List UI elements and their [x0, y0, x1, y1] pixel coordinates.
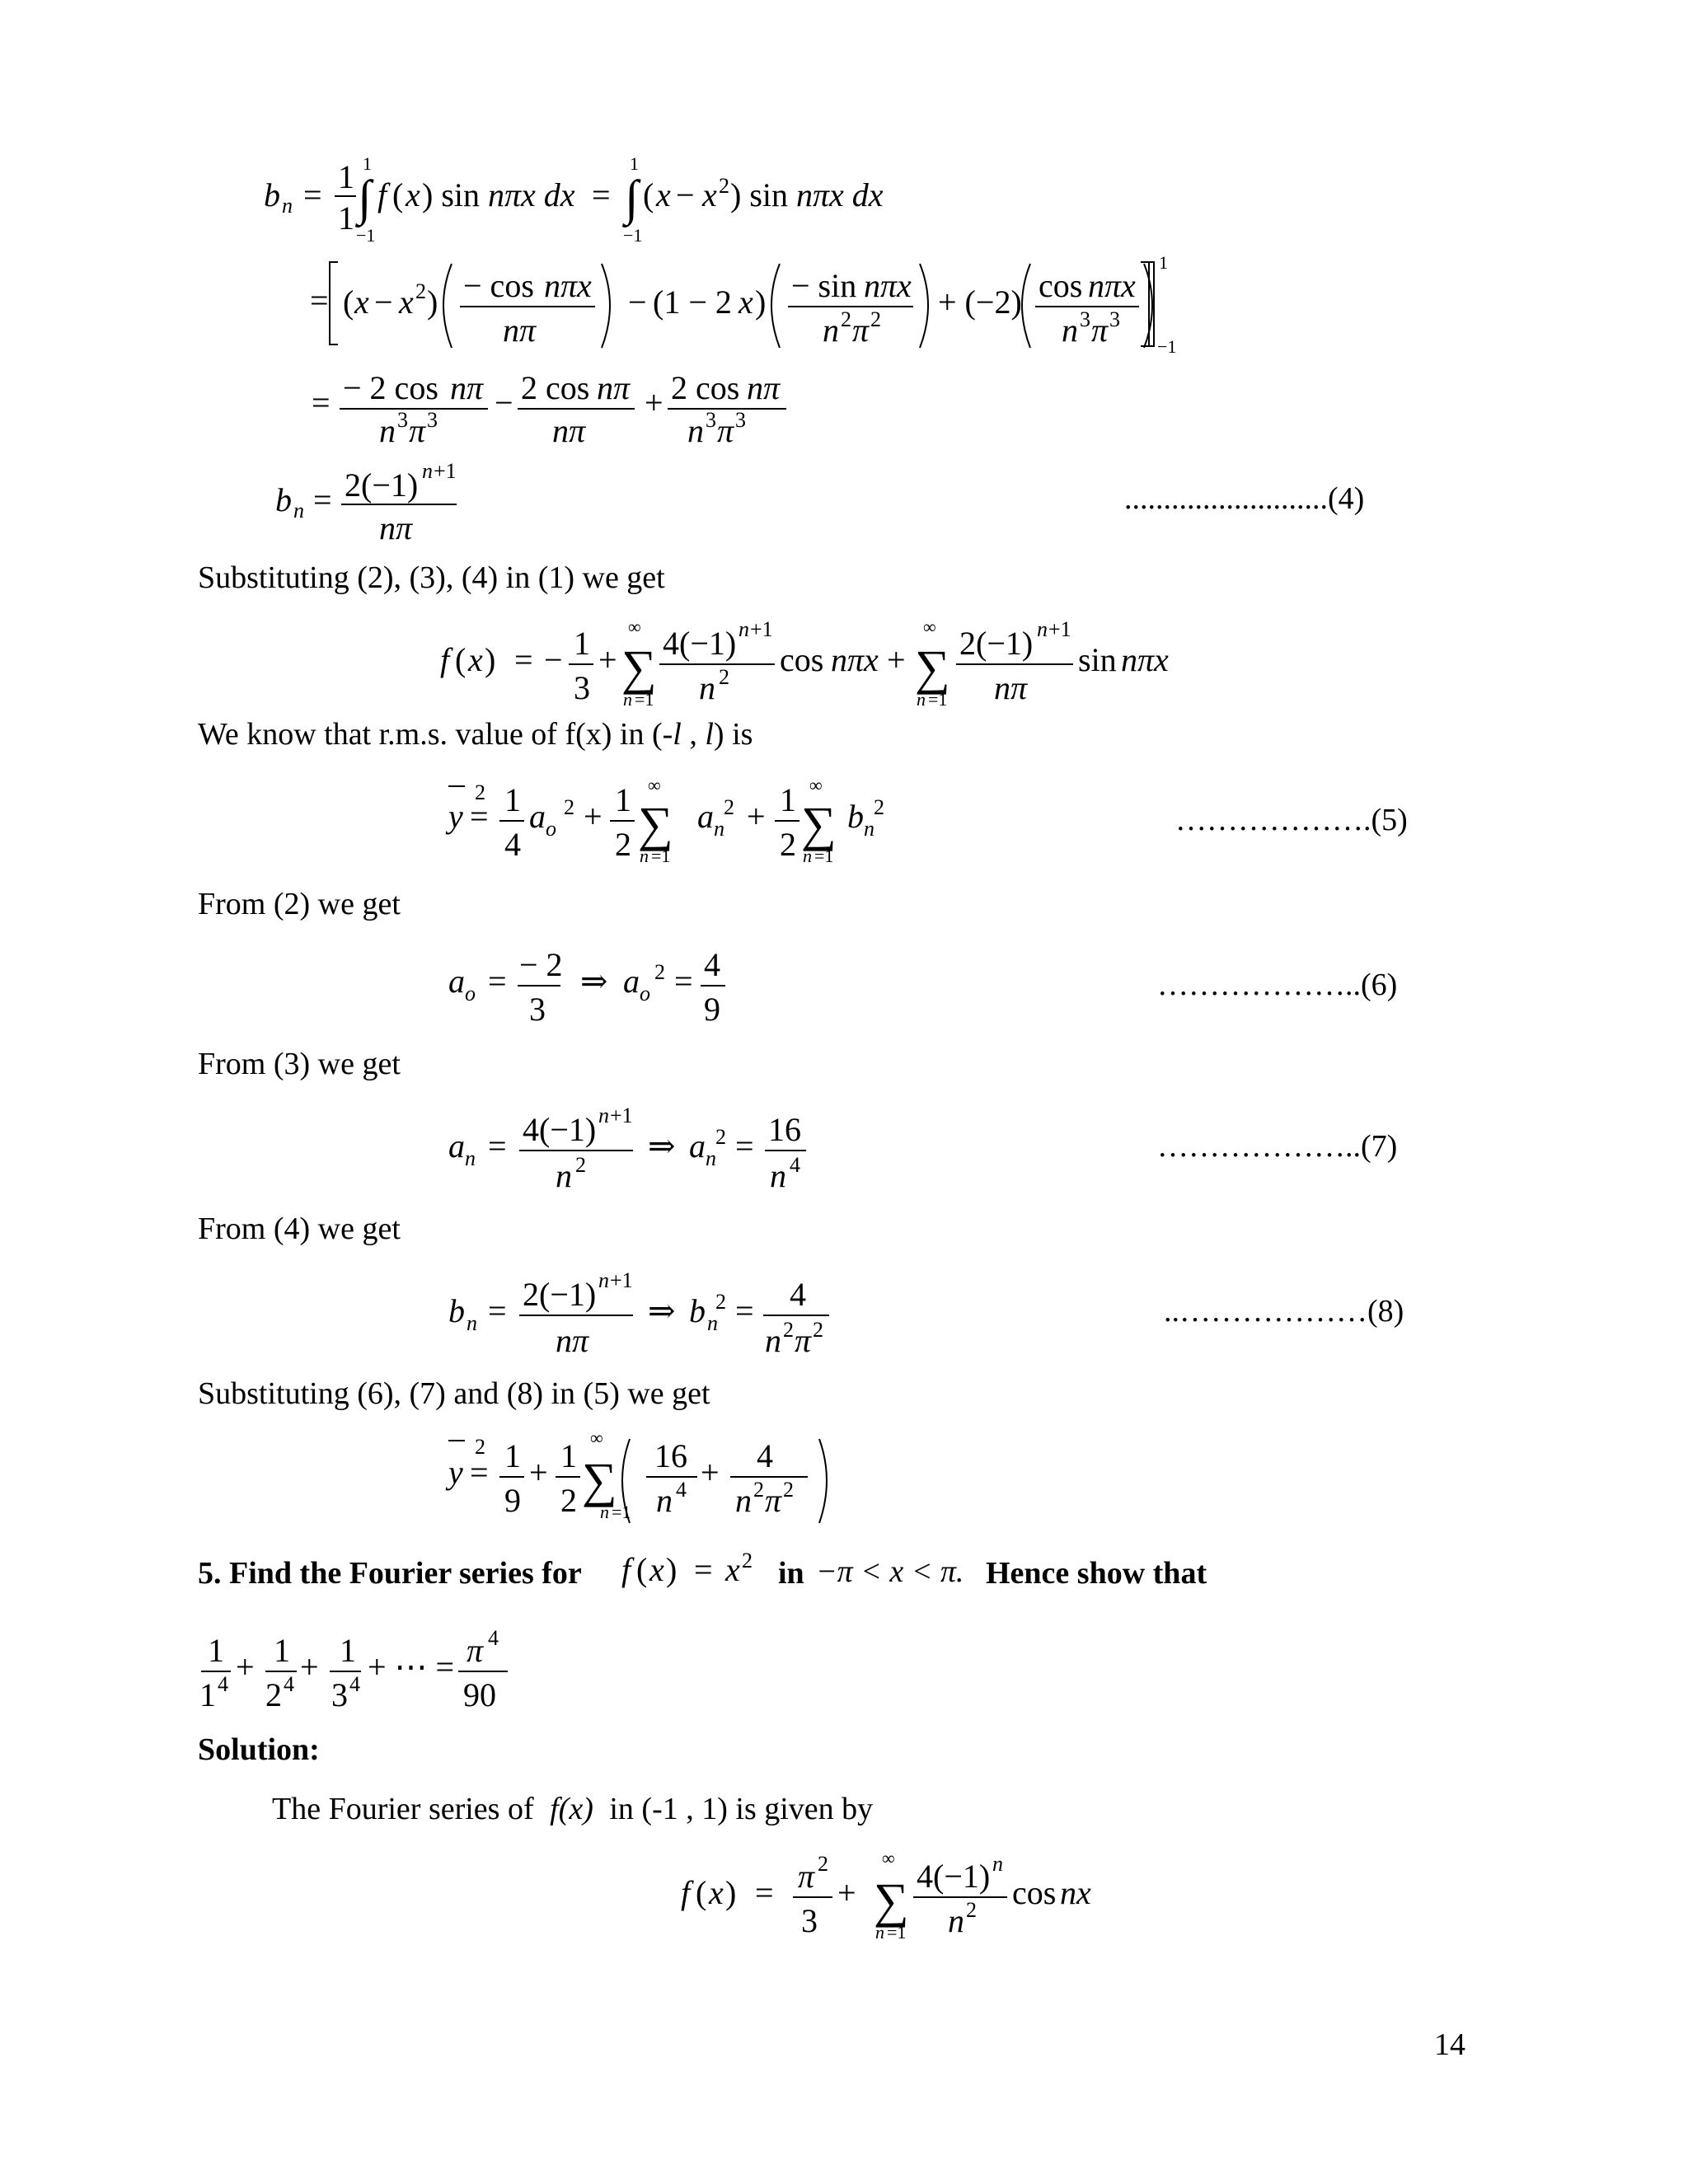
svg-text:π: π: [467, 1632, 484, 1669]
svg-text:f: f: [377, 176, 387, 213]
svg-text:2: 2: [783, 1478, 794, 1502]
svg-text:cos: cos: [780, 641, 824, 678]
svg-text:− sin: − sin: [791, 267, 857, 304]
equation-tag-4: ..........................(4): [1124, 481, 1365, 516]
equation-tag-8: ..………………(8): [1164, 1294, 1404, 1329]
eq-bn-result: [264, 453, 478, 544]
svg-text:∞: ∞: [882, 1848, 895, 1868]
svg-text:a: a: [448, 963, 465, 1000]
equation-tag-7: ………………..(7): [1157, 1129, 1398, 1164]
svg-text:1: 1: [560, 1437, 577, 1474]
svg-text:cos: cos: [1039, 267, 1083, 304]
svg-text:4: 4: [218, 1672, 228, 1696]
svg-text:nπx: nπx: [864, 267, 912, 304]
svg-text:−: −: [495, 384, 513, 421]
svg-text:=1: =1: [612, 1502, 631, 1522]
paragraph-fourier-series: The Fourier series of f(x) in (-1 , 1) is given by: [272, 1792, 874, 1826]
svg-text:2: 2: [870, 307, 881, 331]
eq-bn-parts: [305, 246, 1162, 361]
svg-text:3: 3: [427, 408, 438, 432]
svg-text:+ (−2): + (−2): [938, 284, 1022, 321]
svg-text:1: 1: [504, 781, 521, 818]
svg-text:+1: +1: [610, 1104, 633, 1127]
svg-text:x: x: [468, 641, 483, 678]
svg-text:4: 4: [349, 1672, 360, 1696]
svg-text:+: +: [887, 641, 906, 678]
svg-text:2: 2: [724, 795, 734, 819]
svg-text:nπ: nπ: [503, 312, 537, 349]
svg-text:1: 1: [274, 1632, 290, 1669]
svg-text:2: 2: [818, 1852, 828, 1876]
svg-text:n: n: [598, 1268, 609, 1292]
svg-text:π: π: [765, 1482, 782, 1519]
equation-tag-6: ………………..(6): [1157, 968, 1398, 1002]
svg-text:=1: =1: [635, 689, 654, 710]
svg-text:=: =: [470, 1454, 489, 1491]
svg-text:nπx: nπx: [544, 267, 592, 304]
svg-text:−1: −1: [623, 225, 643, 246]
svg-text:−1: −1: [356, 225, 376, 246]
svg-text:− 2 cos: − 2 cos: [343, 369, 438, 406]
svg-text:9: 9: [504, 1482, 521, 1519]
svg-text:∑: ∑: [915, 640, 950, 695]
svg-text:∑: ∑: [801, 797, 837, 851]
svg-text:nπx dx: nπx dx: [796, 176, 884, 213]
svg-text:π: π: [798, 1858, 815, 1895]
svg-text:3: 3: [529, 991, 546, 1028]
svg-text:∫: ∫: [625, 171, 639, 225]
svg-text:π: π: [1091, 312, 1109, 349]
svg-text:∞: ∞: [923, 616, 936, 637]
svg-text:− 2: − 2: [519, 946, 563, 983]
solution-label: Solution:: [198, 1732, 320, 1767]
svg-text:=: =: [470, 798, 489, 835]
svg-text:+1: +1: [750, 617, 773, 641]
svg-text:n: n: [735, 1482, 752, 1519]
svg-text:=: =: [514, 641, 533, 678]
svg-text:1: 1: [780, 781, 796, 818]
svg-text:n: n: [948, 1902, 964, 1939]
svg-text:(: (: [343, 284, 354, 321]
svg-text:n: n: [803, 846, 812, 866]
paragraph-substituting-678: Substituting (6), (7) and (8) in (5) we get: [198, 1376, 710, 1411]
svg-text:=: =: [312, 384, 331, 421]
svg-text:2: 2: [719, 665, 729, 689]
svg-text:∞: ∞: [590, 1427, 603, 1448]
svg-text:): ): [427, 284, 438, 321]
svg-text:=1: =1: [928, 689, 948, 710]
svg-text:b: b: [275, 481, 292, 518]
svg-text:=: =: [755, 1874, 774, 1911]
svg-text:=1: =1: [814, 846, 834, 866]
svg-text:1: 1: [1159, 252, 1168, 273]
svg-text:a: a: [623, 963, 640, 1000]
svg-text:+: +: [584, 798, 603, 835]
svg-text:n: n: [875, 1922, 884, 1943]
svg-text:n: n: [917, 689, 926, 710]
svg-text:n: n: [706, 1146, 716, 1170]
svg-text:2: 2: [475, 1435, 485, 1459]
svg-text:4: 4: [676, 1478, 687, 1502]
svg-text:nπ: nπ: [379, 509, 413, 546]
svg-text:2(−1): 2(−1): [345, 466, 419, 504]
svg-text:1: 1: [615, 781, 631, 818]
svg-text:4: 4: [704, 946, 720, 983]
eq-bn-definition: [256, 147, 898, 246]
svg-text:2: 2: [415, 279, 426, 303]
svg-text:=: =: [674, 963, 693, 1000]
svg-text:4(−1): 4(−1): [523, 1111, 597, 1148]
svg-text:nπx: nπx: [831, 641, 879, 678]
eq-fourier-series: [437, 616, 1179, 715]
svg-text:1: 1: [199, 1676, 216, 1713]
svg-text:n: n: [598, 1104, 609, 1127]
svg-text:n: n: [465, 1146, 476, 1170]
svg-text:− cos: − cos: [463, 267, 534, 304]
svg-text:=: =: [303, 176, 322, 213]
svg-text:n: n: [1062, 312, 1078, 349]
svg-text:⇒: ⇒: [648, 1127, 676, 1165]
svg-text:nπ: nπ: [994, 669, 1028, 706]
svg-text:2: 2: [575, 1153, 586, 1177]
svg-text:∑: ∑: [582, 1453, 617, 1507]
svg-text:90: 90: [463, 1676, 496, 1713]
svg-text:b: b: [448, 1292, 465, 1329]
svg-text:nπ: nπ: [556, 1322, 589, 1359]
svg-text:π: π: [717, 412, 734, 449]
question-5-lead: 5. Find the Fourier series for: [198, 1556, 582, 1591]
svg-text:1: 1: [340, 1632, 356, 1669]
svg-text:+1: +1: [610, 1268, 633, 1292]
svg-text:(: (: [455, 641, 467, 678]
svg-text:2: 2: [783, 1318, 794, 1342]
svg-text:x: x: [709, 1874, 724, 1911]
svg-text:2: 2: [564, 795, 574, 819]
svg-text:o: o: [640, 982, 650, 1005]
svg-text:b: b: [264, 176, 280, 213]
svg-text:2(−1): 2(−1): [523, 1276, 597, 1313]
eq-rms-formula: [429, 775, 940, 874]
svg-text:1: 1: [504, 1437, 521, 1474]
svg-text:n: n: [823, 312, 839, 349]
svg-text:9: 9: [704, 991, 720, 1028]
svg-text:+: +: [701, 1454, 720, 1491]
svg-text:=: =: [488, 1127, 507, 1165]
svg-text:=: =: [735, 1127, 754, 1165]
svg-text:2: 2: [780, 826, 796, 863]
svg-text:x: x: [406, 176, 420, 213]
svg-text:1: 1: [208, 1632, 224, 1669]
svg-text:2: 2: [560, 1482, 577, 1519]
svg-text:⇒: ⇒: [580, 963, 608, 1000]
svg-text:2: 2: [753, 1478, 764, 1502]
equation-tag-5: ……………….(5): [1175, 803, 1408, 837]
svg-text:a: a: [529, 798, 546, 835]
eq-q5-fx: [618, 1541, 767, 1599]
svg-text:x: x: [354, 284, 369, 321]
svg-text:2: 2: [615, 826, 631, 863]
svg-text:=: =: [735, 1292, 754, 1329]
eq-bn-substituted: [305, 363, 799, 453]
svg-text:x: x: [399, 284, 414, 321]
svg-text:−: −: [628, 284, 647, 321]
svg-text:16: 16: [768, 1111, 801, 1148]
svg-text:cos: cos: [1012, 1874, 1057, 1911]
svg-text:) sin: ) sin: [422, 176, 480, 213]
svg-text:π: π: [409, 412, 426, 449]
svg-text:−1: −1: [1157, 336, 1177, 357]
svg-text:y: y: [448, 1454, 463, 1491]
svg-text:(: (: [696, 1874, 707, 1911]
svg-text:a: a: [689, 1127, 706, 1165]
svg-text:3: 3: [1109, 307, 1120, 331]
svg-text:n: n: [699, 669, 715, 706]
svg-text:x: x: [649, 1551, 664, 1588]
svg-text:+: +: [529, 1454, 548, 1491]
svg-text:(: (: [643, 176, 654, 213]
svg-text:(1 − 2: (1 − 2: [653, 284, 732, 321]
svg-text:=: =: [310, 282, 329, 319]
svg-text:x: x: [702, 176, 717, 213]
eq-bn-parts-bracket: [1129, 247, 1195, 363]
svg-text:2(−1): 2(−1): [959, 625, 1034, 662]
svg-text:2: 2: [715, 1290, 726, 1314]
svg-text:+: +: [598, 641, 617, 678]
svg-text:n: n: [1037, 617, 1048, 641]
svg-text:π: π: [852, 312, 870, 349]
question-5-hence: Hence show that: [986, 1556, 1207, 1591]
svg-text:∞: ∞: [809, 775, 823, 795]
svg-text:n: n: [864, 817, 874, 841]
svg-text:2: 2: [475, 780, 485, 804]
svg-text:+: +: [747, 798, 766, 835]
svg-text:4(−1): 4(−1): [917, 1858, 991, 1895]
svg-text:∞: ∞: [648, 775, 661, 795]
svg-text:+: +: [645, 384, 663, 421]
svg-text:4: 4: [790, 1153, 800, 1177]
svg-text:+1: +1: [1048, 617, 1071, 641]
svg-text:4: 4: [504, 826, 521, 863]
paragraph-from-4: From (4) we get: [198, 1212, 401, 1246]
svg-text:n: n: [707, 1311, 718, 1335]
svg-text:) sin: ) sin: [730, 176, 788, 213]
svg-text:=1: =1: [887, 1922, 907, 1943]
svg-text:−: −: [374, 284, 393, 321]
svg-text:∑: ∑: [874, 1873, 909, 1928]
svg-text:+: +: [837, 1874, 856, 1911]
eq-final-series: [676, 1846, 1104, 1945]
svg-text:b: b: [847, 798, 864, 835]
svg-text:=: =: [313, 481, 332, 518]
svg-text:b: b: [689, 1292, 706, 1329]
svg-text:4: 4: [757, 1437, 773, 1474]
svg-text:−: −: [544, 641, 563, 678]
svg-text:1: 1: [574, 625, 590, 662]
svg-text:2: 2: [654, 960, 665, 984]
question-5-range: −π < x < π.: [816, 1554, 964, 1589]
svg-text:1: 1: [338, 199, 354, 237]
svg-text:n: n: [738, 617, 749, 641]
svg-text:y: y: [448, 798, 463, 835]
svg-text:f: f: [681, 1874, 691, 1911]
svg-text:+1: +1: [434, 459, 457, 483]
svg-text:2: 2: [742, 1549, 753, 1572]
svg-text:4: 4: [284, 1672, 294, 1696]
svg-text:n: n: [282, 194, 293, 218]
svg-text:1: 1: [363, 153, 372, 174]
eq-zeta4: [195, 1622, 541, 1721]
svg-text:3: 3: [397, 408, 408, 432]
eq-rms-final: [429, 1426, 857, 1525]
svg-text:2: 2: [813, 1318, 823, 1342]
svg-text:∫: ∫: [358, 171, 372, 225]
eq-a0: [437, 938, 750, 1029]
svg-text:n: n: [600, 1502, 609, 1522]
svg-text:n: n: [656, 1482, 673, 1519]
svg-text:⇒: ⇒: [648, 1292, 676, 1329]
svg-text:o: o: [465, 982, 476, 1005]
svg-text:4: 4: [488, 1626, 499, 1650]
svg-text:16: 16: [654, 1437, 687, 1474]
eq-bn-squared: [437, 1263, 849, 1361]
svg-text:=: =: [592, 176, 611, 213]
svg-text:(: (: [636, 1551, 648, 1588]
svg-text:2: 2: [715, 1125, 726, 1149]
svg-text:4: 4: [790, 1276, 806, 1313]
svg-text:π: π: [795, 1322, 812, 1359]
svg-text:2: 2: [719, 174, 729, 198]
svg-text:nx: nx: [1060, 1874, 1091, 1911]
svg-text:2: 2: [966, 1898, 977, 1922]
svg-text:nπ: nπ: [747, 369, 781, 406]
svg-text:∞: ∞: [628, 616, 641, 637]
svg-text:3: 3: [331, 1676, 348, 1713]
svg-text:n: n: [687, 412, 704, 449]
svg-text:3: 3: [1080, 307, 1090, 331]
svg-text:n: n: [714, 817, 724, 841]
svg-text:=1: =1: [651, 846, 671, 866]
svg-text:): ): [485, 641, 496, 678]
svg-text:4(−1): 4(−1): [663, 625, 737, 662]
svg-text:x: x: [656, 176, 671, 213]
svg-text:=: =: [488, 1292, 507, 1329]
svg-text:2 cos: 2 cos: [671, 369, 740, 406]
svg-text:n: n: [992, 1852, 1003, 1876]
svg-text:f: f: [440, 641, 450, 678]
svg-text:nπ: nπ: [450, 369, 484, 406]
svg-text:1: 1: [630, 153, 639, 174]
svg-text:nπ: nπ: [597, 369, 631, 406]
svg-text:∑: ∑: [638, 797, 673, 851]
paragraph-substituting-234: Substituting (2), (3), (4) in (1) we get: [198, 560, 665, 595]
svg-text:): ): [755, 284, 767, 321]
svg-text:3: 3: [706, 408, 716, 432]
svg-text:1: 1: [338, 158, 354, 195]
svg-text:): ): [666, 1551, 678, 1588]
svg-text:n: n: [379, 412, 396, 449]
page-number: 14: [1434, 2027, 1465, 2062]
svg-text:n: n: [640, 846, 649, 866]
paragraph-from-3: From (3) we get: [198, 1047, 401, 1081]
svg-text:3: 3: [801, 1902, 818, 1939]
svg-text:sin: sin: [1078, 641, 1117, 678]
svg-text:2 cos: 2 cos: [521, 369, 590, 406]
svg-text:n: n: [422, 459, 433, 483]
svg-text:+: +: [300, 1648, 319, 1685]
svg-text:a: a: [697, 798, 714, 835]
svg-text:3: 3: [735, 408, 746, 432]
svg-text:3: 3: [574, 669, 590, 706]
svg-text:x: x: [725, 1551, 740, 1588]
svg-text:+: +: [236, 1648, 255, 1685]
svg-text:2: 2: [841, 307, 851, 331]
svg-text:=: =: [488, 963, 507, 1000]
svg-text:n: n: [293, 499, 304, 523]
svg-text:∑: ∑: [621, 640, 657, 695]
paragraph-from-2: From (2) we get: [198, 887, 401, 921]
svg-text:o: o: [546, 817, 556, 841]
eq-an: [437, 1098, 816, 1197]
svg-text:n: n: [556, 1157, 572, 1194]
svg-text:nπx: nπx: [1088, 267, 1136, 304]
svg-text:n: n: [770, 1157, 786, 1194]
svg-text:f: f: [621, 1551, 631, 1588]
svg-text:−: −: [676, 176, 695, 213]
svg-text:+ ⋯ =: + ⋯ =: [368, 1648, 455, 1685]
svg-text:nπx dx: nπx dx: [488, 176, 575, 213]
paragraph-rms-value: We know that r.m.s. value of f(x) in (-l , l) is: [198, 717, 753, 752]
svg-text:): ): [725, 1874, 737, 1911]
svg-text:a: a: [448, 1127, 465, 1165]
svg-text:2: 2: [874, 795, 884, 819]
svg-text:=: =: [694, 1551, 713, 1588]
svg-text:nπ: nπ: [552, 412, 586, 449]
svg-text:n: n: [765, 1322, 781, 1359]
svg-text:nπx: nπx: [1121, 641, 1169, 678]
svg-text:2: 2: [265, 1676, 282, 1713]
svg-text:(: (: [392, 176, 404, 213]
svg-text:n: n: [623, 689, 632, 710]
svg-text:n: n: [467, 1311, 477, 1335]
svg-text:x: x: [738, 284, 753, 321]
question-5-in: in: [778, 1556, 804, 1591]
